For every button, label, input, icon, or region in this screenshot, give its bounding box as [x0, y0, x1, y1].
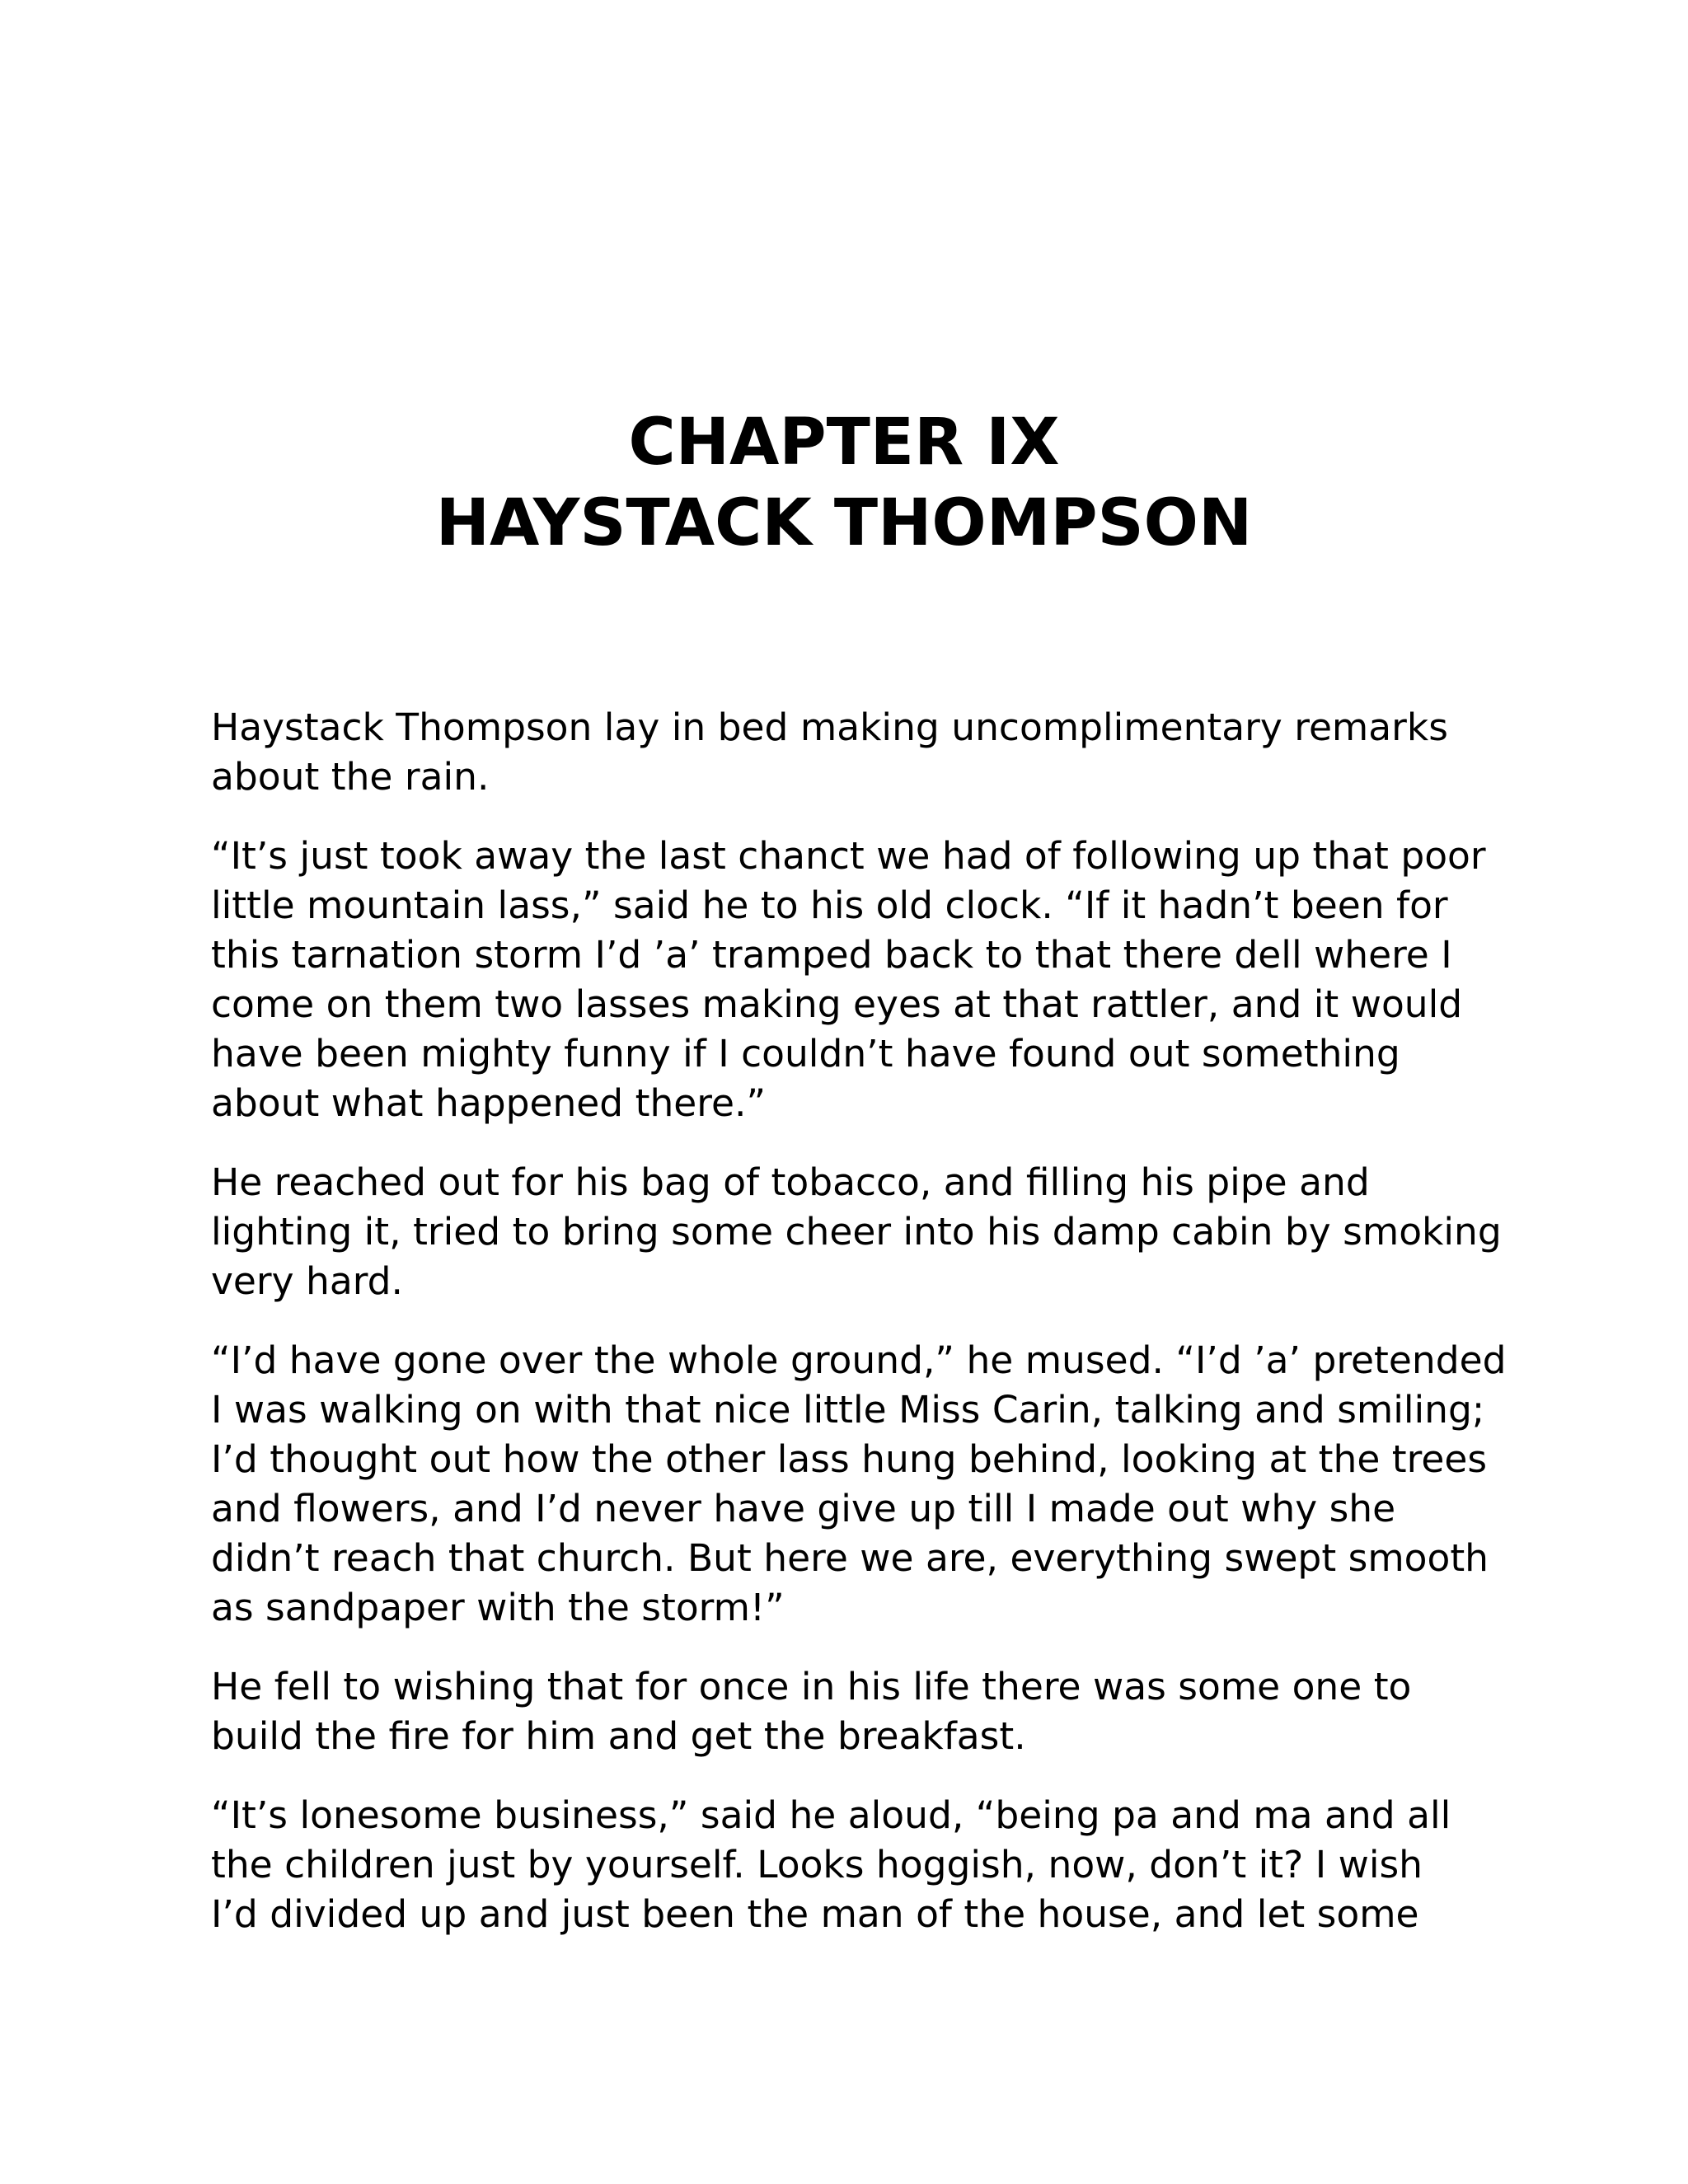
chapter-title: HAYSTACK THOMPSON [435, 486, 1253, 560]
text-line: the children just by yourself. Looks hoggish, now, don’t it? I wish [211, 1843, 1423, 1886]
text-line: I’d divided up and just been the man of the house, and let some [211, 1892, 1419, 1936]
text-line: about what happened there.” [211, 1081, 767, 1125]
text-line: about the rain. [211, 755, 490, 799]
text-line: didn’t reach that church. But here we are, everything swept smooth [211, 1536, 1489, 1580]
text-line: Haystack Thompson lay in bed making uncomplimentary remarks [211, 705, 1448, 749]
chapter-number: CHAPTER IX [628, 405, 1060, 480]
text-line: this tarnation storm I’d ’a’ tramped back to that there dell where I [211, 933, 1452, 977]
text-line: I’d thought out how the other lass hung behind, looking at the trees [211, 1437, 1488, 1481]
text-line: very hard. [211, 1259, 403, 1303]
text-line: “It’s lonesome business,” said he aloud, “being pa and ma and all [211, 1793, 1451, 1837]
text-line: “I’d have gone over the whole ground,” he mused. “I’d ’a’ pretended [211, 1338, 1507, 1382]
text-line: have been mighty funny if I couldn’t have found out something [211, 1032, 1400, 1076]
text-line: He reached out for his bag of tobacco, and filling his pipe and [211, 1160, 1370, 1204]
text-line: and flowers, and I’d never have give up till I made out why she [211, 1487, 1396, 1530]
text-line: “It’s just took away the last chanct we had of following up that poor [211, 834, 1486, 878]
text-line: little mountain lass,” said he to his old clock. “If it hadn’t been for [211, 883, 1448, 927]
text-line: come on them two lasses making eyes at that rattler, and it would [211, 982, 1463, 1026]
text-line: He fell to wishing that for once in his life there was some one to [211, 1665, 1412, 1708]
paragraph-1 [211, 703, 1497, 802]
paragraph-4 [211, 1336, 1507, 1633]
chapter-heading [0, 402, 1688, 564]
text-line: build the fire for him and get the breakfast. [211, 1714, 1026, 1758]
paragraph-2 [211, 832, 1497, 1128]
text-line: as sandpaper with the storm!” [211, 1586, 785, 1629]
paragraph-3 [211, 1158, 1502, 1306]
paragraph-5 [211, 1662, 1497, 1761]
paragraph-6 [211, 1791, 1497, 1939]
text-line: lighting it, tried to bring some cheer into his damp cabin by smoking [211, 1210, 1502, 1254]
chapter-body [211, 703, 1507, 1969]
text-line: I was walking on with that nice little Miss Carin, talking and smiling; [211, 1388, 1485, 1432]
